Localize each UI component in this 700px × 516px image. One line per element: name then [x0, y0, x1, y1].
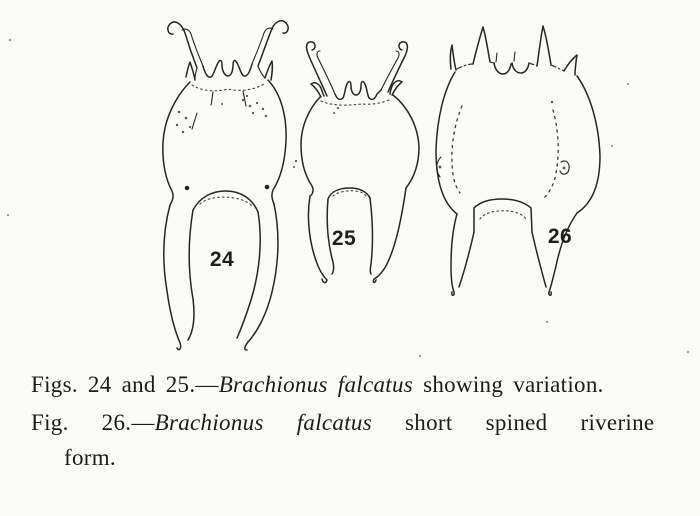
figure-26-drawing	[436, 26, 613, 323]
caption-fig-26	[31, 409, 654, 437]
caption-2-species-name: Brachionus falcatus	[154, 410, 372, 435]
figure-24-drawing	[163, 21, 288, 350]
caption-1-prefix: Figs. 24 and 25.—	[31, 372, 219, 397]
scan-artifacts	[7, 39, 689, 357]
figure-24-label: 24	[209, 248, 235, 271]
caption-figs-24-25	[31, 371, 604, 399]
caption-1-suffix: showing variation.	[413, 372, 604, 397]
caption-1-species-name: Brachionus falcatus	[218, 372, 414, 397]
caption-2-prefix: Fig. 26.—	[31, 410, 155, 435]
figure-26-label: 26	[547, 225, 573, 248]
figure-25-drawing	[293, 42, 419, 283]
caption-fig-26-continuation: form.	[64, 445, 116, 470]
figure-25-label: 25	[331, 227, 357, 250]
caption-2-suffix: short spined riverine	[371, 410, 655, 435]
